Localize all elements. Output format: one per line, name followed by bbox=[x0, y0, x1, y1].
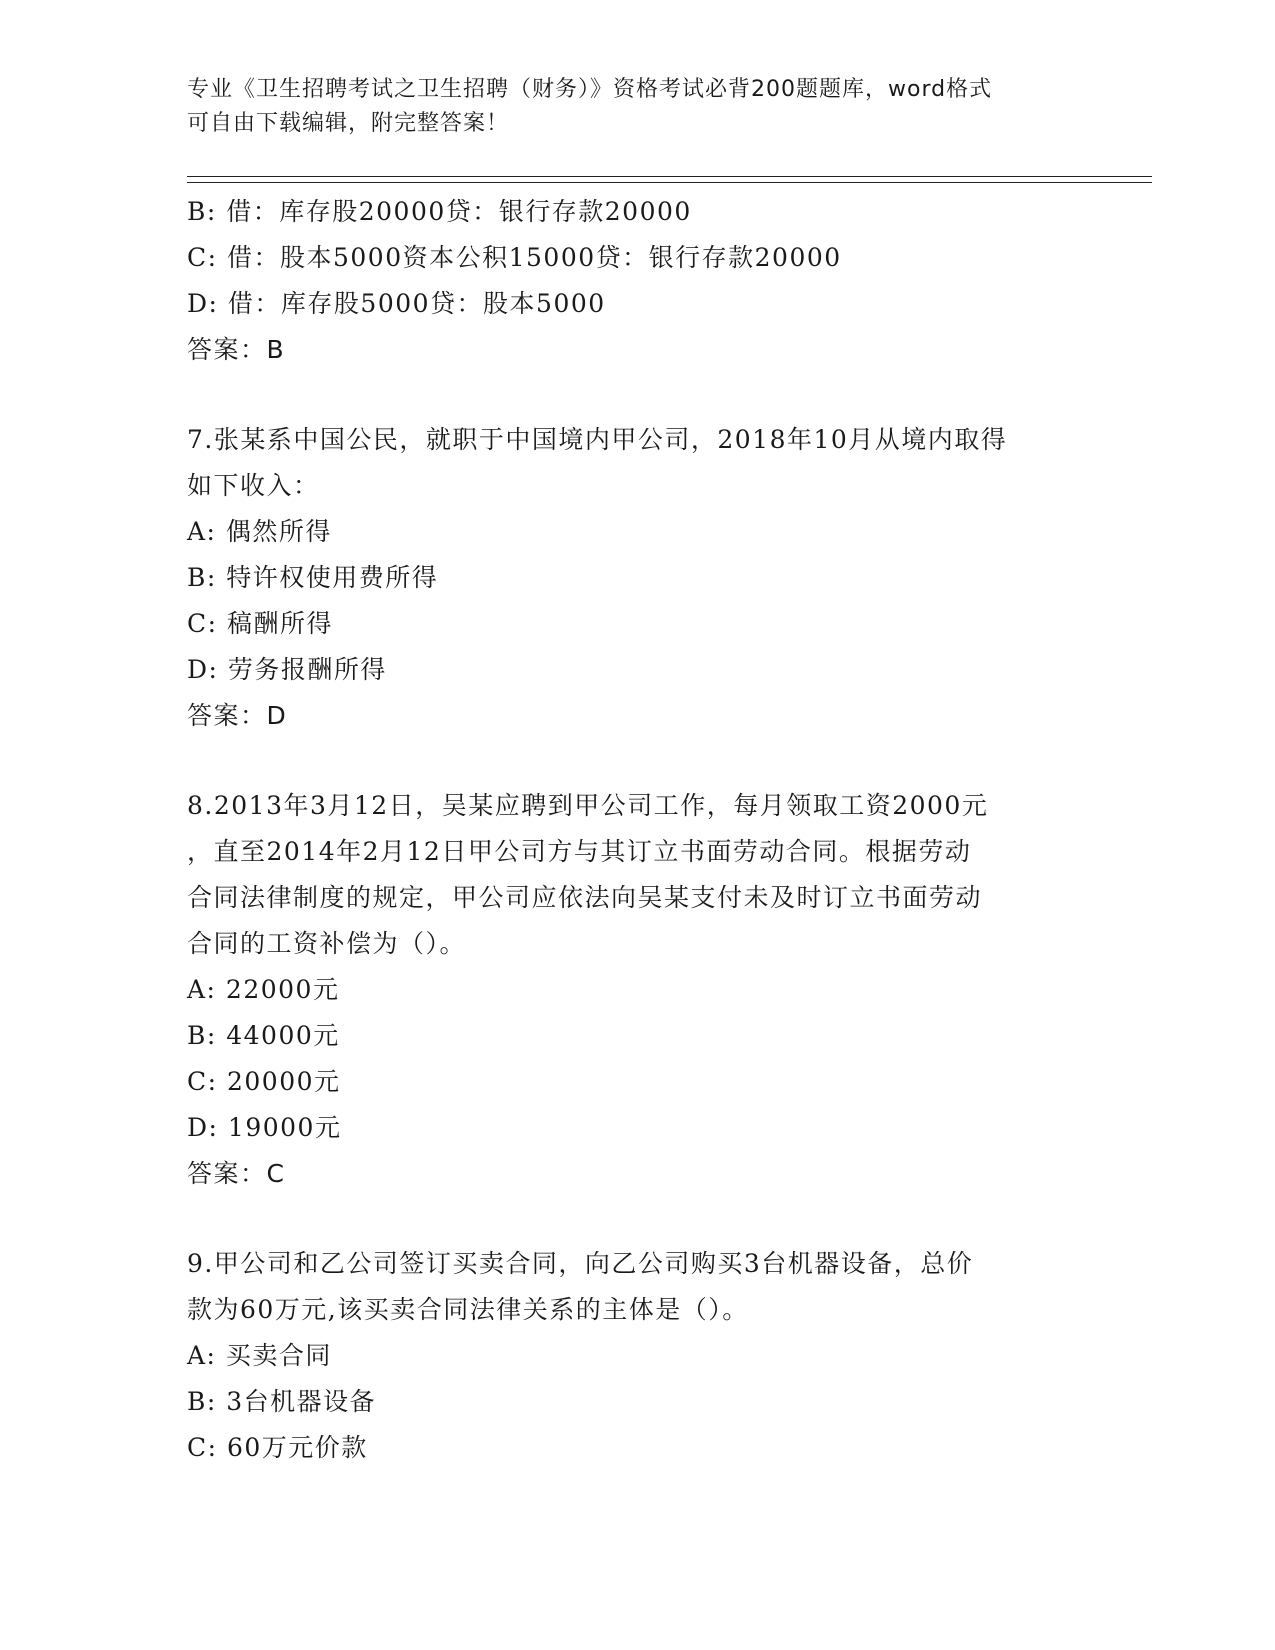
option-d: D: 劳务报酬所得 bbox=[187, 655, 387, 684]
question-list bbox=[187, 189, 1087, 1471]
header-line-1: 专业《卫生招聘考试之卫生招聘（财务）》资格考试必背200题题库，word格式 bbox=[187, 77, 993, 102]
option-c: C: 20000元 bbox=[187, 1067, 341, 1096]
spacer bbox=[187, 373, 1087, 417]
option-d: D: 19000元 bbox=[187, 1113, 342, 1142]
question-text-line: 7.张某系中国公民，就职于中国境内甲公司，2018年10月从境内取得 bbox=[187, 425, 1008, 454]
option-b: B: 借：库存股20000贷：银行存款20000 bbox=[187, 197, 692, 226]
header-rule-bottom bbox=[187, 182, 1152, 183]
option-b: B: 44000元 bbox=[187, 1021, 340, 1050]
header-line-2: 可自由下载编辑，附完整答案！ bbox=[187, 111, 510, 136]
question-8 bbox=[187, 783, 1087, 1197]
header-rule-top bbox=[187, 176, 1152, 177]
question-6-continued bbox=[187, 189, 1087, 373]
spacer bbox=[187, 739, 1087, 783]
question-text-line: 合同法律制度的规定，甲公司应依法向吴某支付未及时订立书面劳动 bbox=[187, 883, 983, 912]
question-text-line: 款为60万元,该买卖合同法律关系的主体是（）。 bbox=[187, 1295, 749, 1324]
question-text-line: 8.2013年3月12日，吴某应聘到甲公司工作，每月领取工资2000元 bbox=[187, 791, 989, 820]
document-header bbox=[187, 73, 1067, 141]
question-text-line: 如下收入： bbox=[187, 471, 320, 500]
question-9 bbox=[187, 1241, 1087, 1471]
answer: 答案：B bbox=[187, 335, 286, 364]
option-a: A: 偶然所得 bbox=[187, 517, 332, 546]
option-c: C: 稿酬所得 bbox=[187, 609, 333, 638]
option-a: A: 22000元 bbox=[187, 975, 340, 1004]
question-text-line: 9.甲公司和乙公司签订买卖合同，向乙公司购买3台机器设备，总价 bbox=[187, 1249, 974, 1278]
option-c: C: 60万元价款 bbox=[187, 1433, 368, 1462]
option-d: D: 借：库存股5000贷：股本5000 bbox=[187, 289, 606, 318]
spacer bbox=[187, 1197, 1087, 1241]
question-text-line: ，直至2014年2月12日甲公司方与其订立书面劳动合同。根据劳动 bbox=[187, 837, 972, 866]
answer: 答案：C bbox=[187, 1159, 286, 1188]
question-7 bbox=[187, 417, 1087, 739]
option-b: B: 3台机器设备 bbox=[187, 1387, 377, 1416]
option-b: B: 特许权使用费所得 bbox=[187, 563, 439, 592]
answer: 答案：D bbox=[187, 701, 288, 730]
option-a: A: 买卖合同 bbox=[187, 1341, 332, 1370]
question-text-line: 合同的工资补偿为（）。 bbox=[187, 929, 467, 958]
option-c: C: 借：股本5000资本公积15000贷：银行存款20000 bbox=[187, 243, 842, 272]
